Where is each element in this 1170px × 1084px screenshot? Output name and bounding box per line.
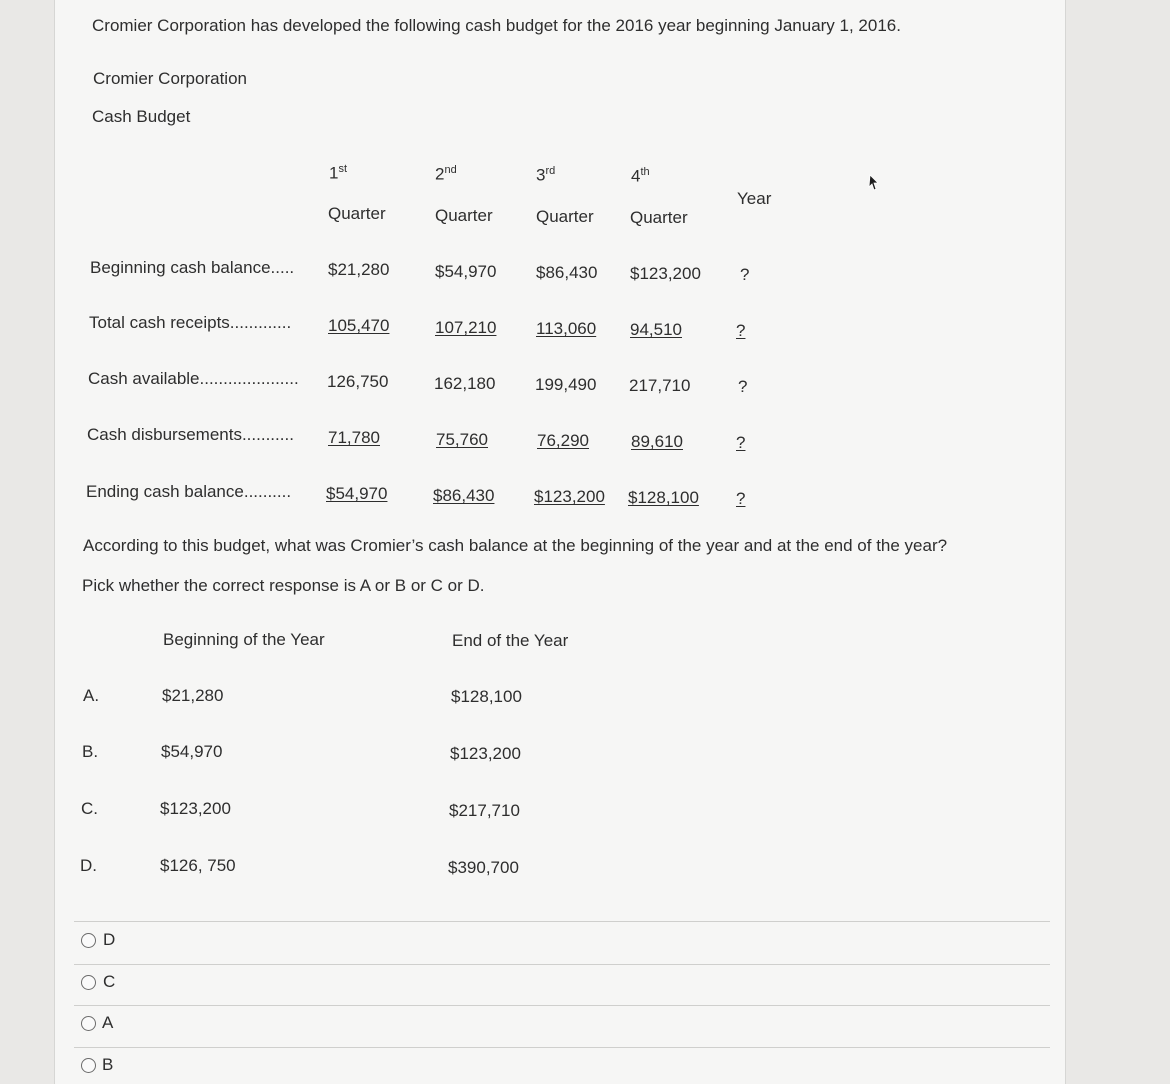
mouse-pointer-icon (866, 174, 880, 192)
cell-value: 162,180 (434, 374, 496, 393)
row-label: Cash available..................... (88, 369, 299, 388)
row-label: Cash disbursements........... (87, 425, 294, 444)
col-header-q4: 4th (631, 166, 650, 186)
cell-value: 76,290 (537, 431, 589, 450)
choice-end: $217,710 (449, 801, 520, 820)
cell-value: 105,470 (328, 316, 390, 335)
choice-letter: C. (81, 799, 98, 818)
choice-end: $123,200 (450, 744, 521, 763)
intro-text: Cromier Corporation has developed the following cash budget for the 2016 year beginning January 1, 2016. (92, 16, 901, 35)
question-prompt: According to this budget, what was Cromier’s cash balance at the beginning of the year and at the end of the year? (83, 536, 948, 555)
cell-value: 113,060 (536, 319, 597, 338)
cell-value: 71,780 (328, 428, 380, 447)
answer-label: C (103, 972, 116, 991)
divider (74, 1005, 1050, 1006)
cell-value: 217,710 (629, 376, 691, 395)
company-name: Cromier Corporation (93, 69, 247, 88)
choice-letter: D. (80, 856, 97, 875)
cell-value: 199,490 (535, 375, 597, 394)
col-header-year: Year (737, 189, 772, 208)
cell-value: 107,210 (435, 318, 497, 337)
divider (74, 964, 1050, 965)
col-header-q2: 2nd (435, 164, 457, 184)
choice-begin: $123,200 (160, 799, 231, 818)
col-header-q3: 3rd (536, 165, 556, 185)
row-label: Total cash receipts............. (89, 313, 292, 332)
col-header-q1: 1st (329, 163, 348, 183)
cell-value: $54,970 (326, 484, 388, 503)
choice-letter: A. (83, 686, 100, 705)
choice-end: $390,700 (448, 858, 519, 877)
cell-year: ? (736, 321, 746, 340)
choice-begin: $21,280 (162, 686, 224, 705)
col-label-q4: Quarter (630, 208, 688, 227)
cell-year: ? (736, 433, 746, 452)
cell-value: $123,200 (534, 487, 605, 506)
report-title: Cash Budget (92, 107, 191, 126)
cell-value: $54,970 (435, 262, 497, 281)
cell-value: $86,430 (433, 486, 495, 505)
row-label: Ending cash balance.......... (86, 482, 292, 501)
cell-year: ? (738, 377, 748, 396)
choices-header-end: End of the Year (452, 631, 569, 650)
cell-value: $123,200 (630, 264, 701, 283)
answer-label: A (102, 1013, 114, 1032)
choice-begin: $126, 750 (160, 856, 236, 875)
col-label-q2: Quarter (435, 206, 493, 225)
cell-value: $21,280 (328, 260, 390, 279)
radio-button[interactable] (81, 975, 96, 990)
divider (74, 921, 1050, 922)
row-label: Beginning cash balance..... (90, 258, 295, 277)
cell-value: 94,510 (630, 320, 682, 339)
radio-button[interactable] (81, 1058, 96, 1073)
cell-value: $128,100 (628, 488, 699, 507)
cell-value: 126,750 (327, 372, 389, 391)
radio-button[interactable] (81, 933, 96, 948)
cell-value: $86,430 (536, 263, 598, 282)
answer-label: B (102, 1055, 114, 1074)
cell-year: ? (736, 489, 746, 508)
answer-label: D (103, 930, 116, 949)
cell-value: 75,760 (436, 430, 488, 449)
choice-end: $128,100 (451, 687, 522, 706)
radio-button[interactable] (81, 1016, 96, 1031)
cell-year: ? (740, 265, 750, 284)
question-instruction: Pick whether the correct response is A or B or C or D. (82, 576, 485, 595)
divider (74, 1047, 1050, 1048)
col-label-q1: Quarter (328, 204, 386, 223)
choice-begin: $54,970 (161, 742, 223, 761)
choice-letter: B. (82, 742, 99, 761)
col-label-q3: Quarter (536, 207, 594, 226)
choices-header-begin: Beginning of the Year (163, 630, 325, 649)
cell-value: 89,610 (631, 432, 683, 451)
